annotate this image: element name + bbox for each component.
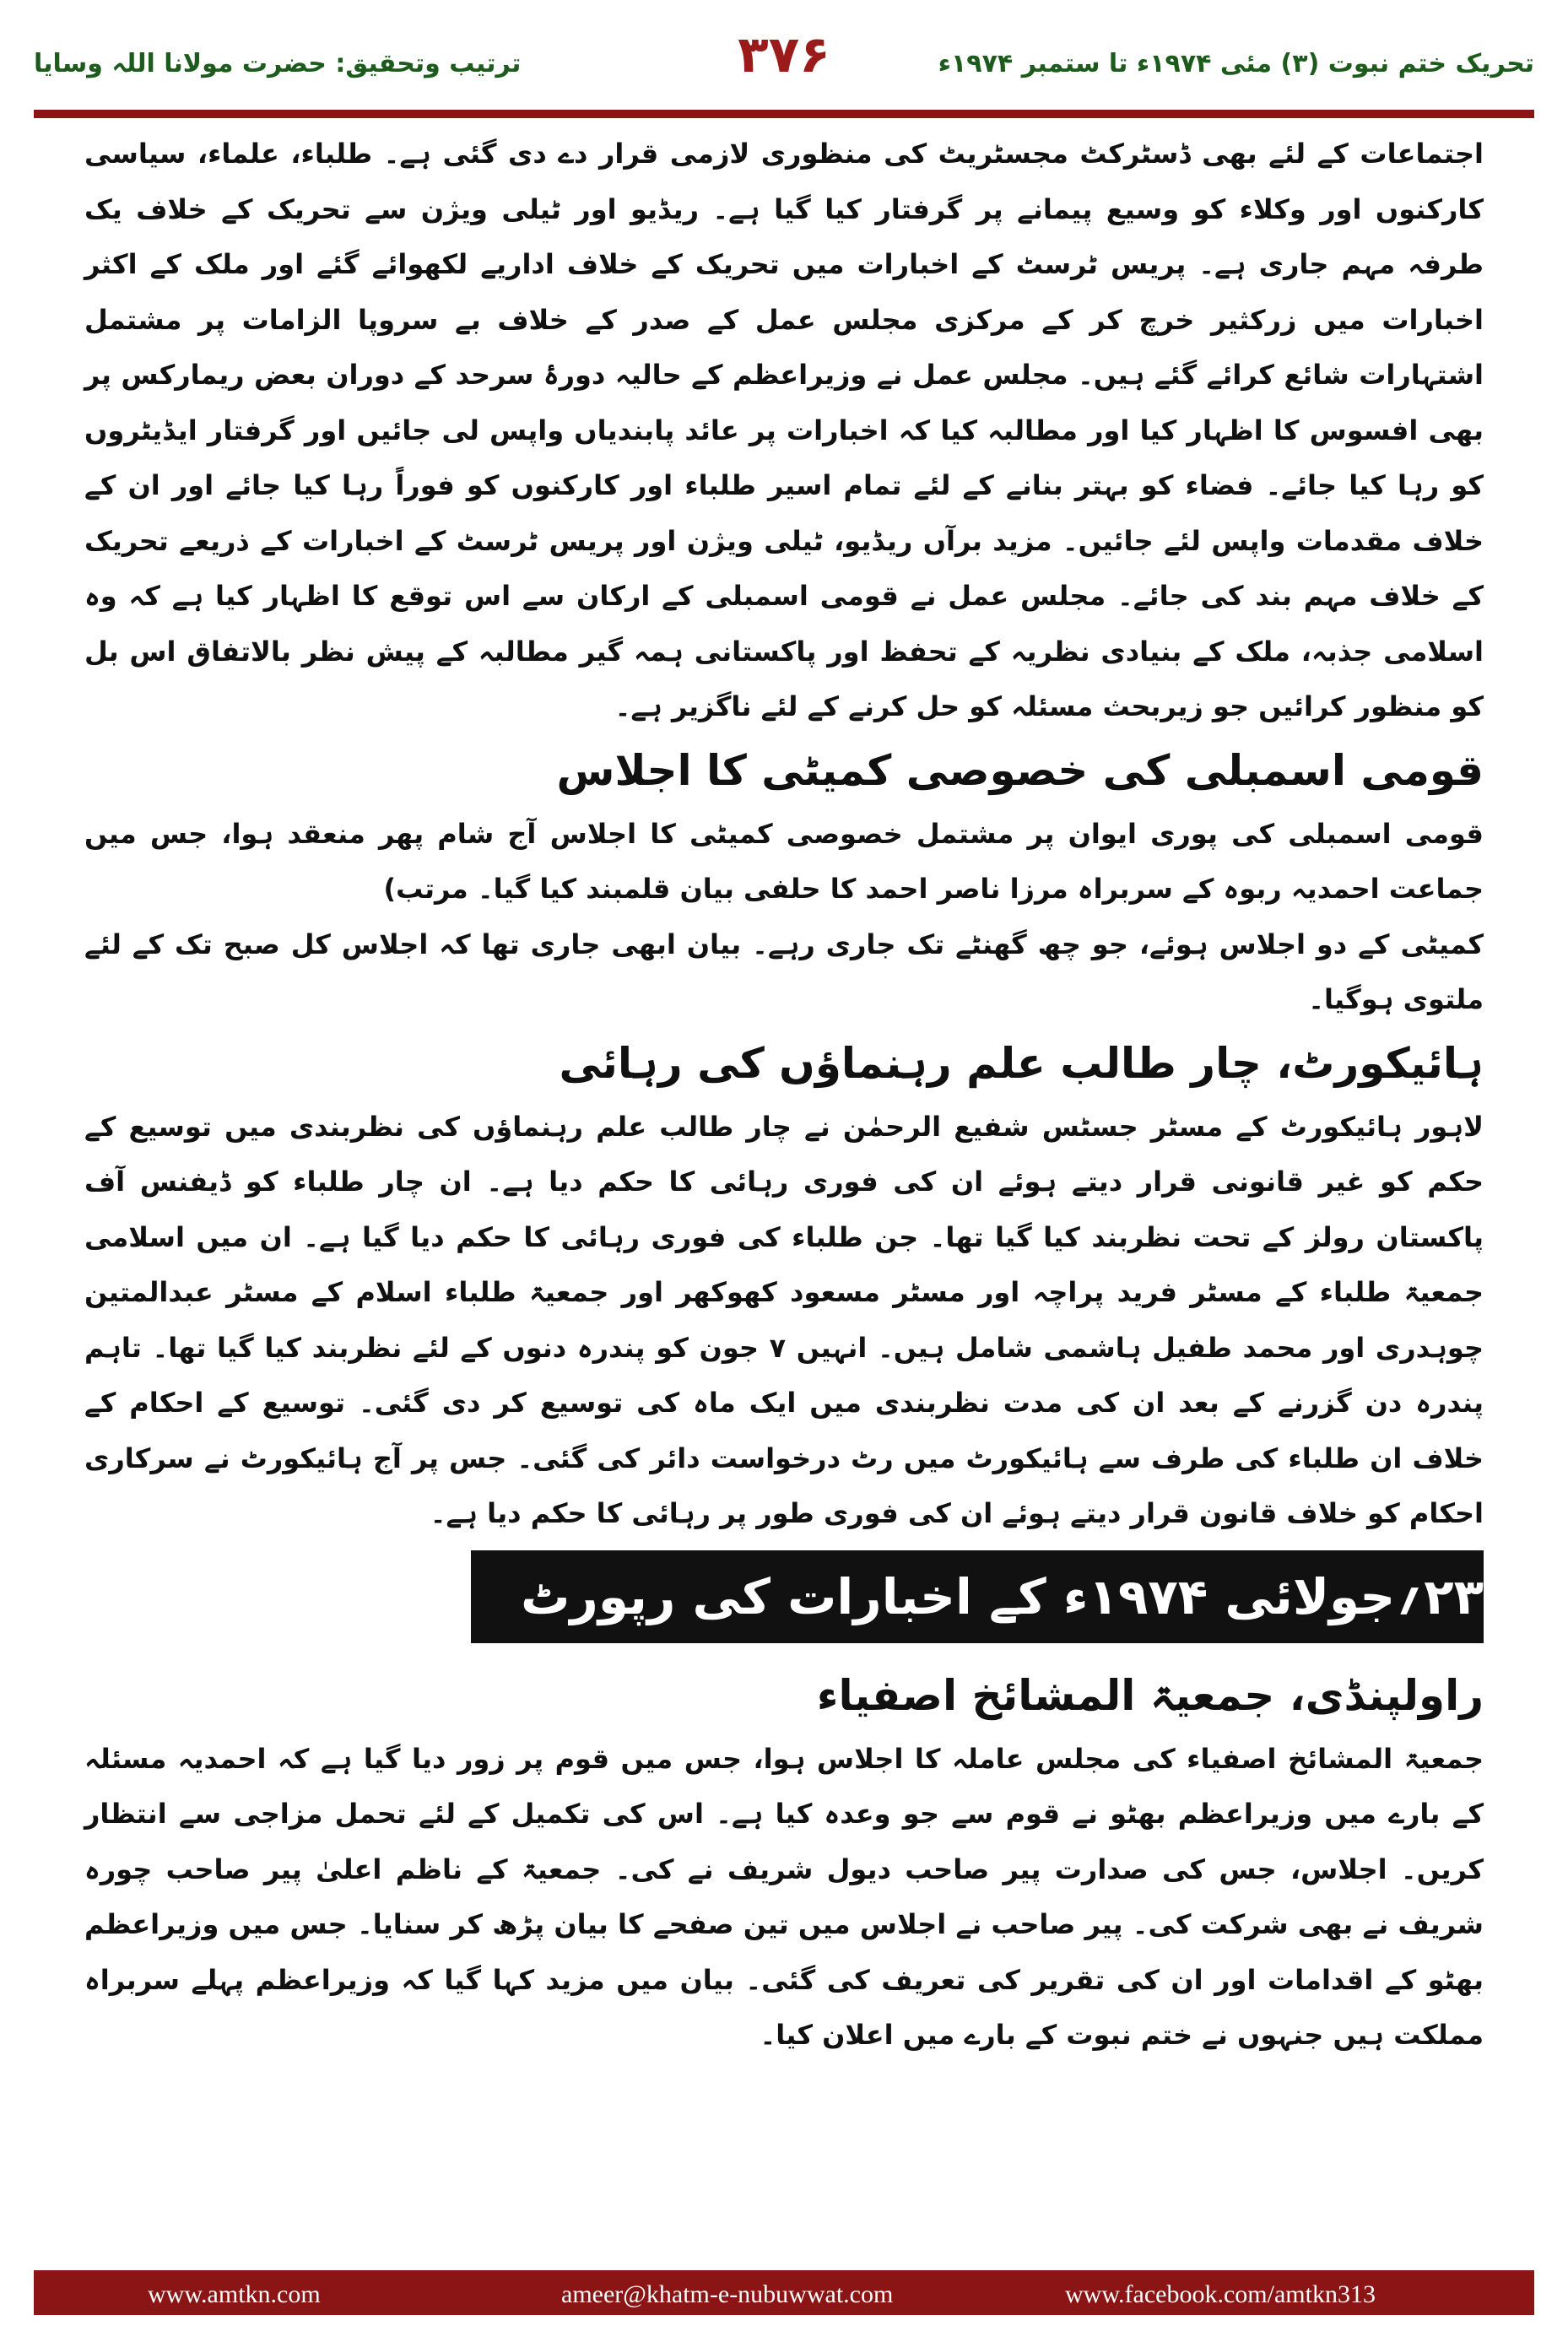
section-heading: قومی اسمبلی کی خصوصی کمیٹی کا اجلاس: [556, 745, 1484, 795]
book-title: تحریک ختم نبوت (۳) مئی ۱۹۷۴ء تا ستمبر ۱۹۷۴ء: [938, 49, 1534, 78]
section-heading: ہائیکورٹ، چار طالب علم رہنماؤں کی رہائی: [559, 1038, 1484, 1088]
page-header: [34, 17, 1534, 110]
email-link[interactable]: ameer@khatm-e-nubuwwat.com: [561, 2280, 894, 2308]
section-heading: راولپنڈی، جمعیۃ المشائخ اصفیاء: [816, 1670, 1484, 1720]
body-paragraph: قومی اسمبلی کی پوری ایوان پر مشتمل خصوصی کمیٹی کا اجلاس آج شام پھر منعقد ہوا، جس میں جماعت احمدیہ ربوہ کے سربراہ مرزا ناصر احمد کا حلفی بیان قلمبند کیا گیا۔ مرتب): [84, 817, 1484, 905]
date-banner-wrap: [84, 1542, 1484, 1660]
body-paragraph: اجتماعات کے لئے بھی ڈسٹرکٹ مجسٹریٹ کی منظوری لازمی قرار دے دی گئی ہے۔ طلباء، علماء، سیاسی کارکنوں اور وکلاء کو وسیع پیمانے پر گرفتار کیا گیا ہے۔ ریڈیو اور ٹیلی ویژن سے تحریک کے خلاف یک طرفہ مہم جاری ہے۔ پریس ٹرسٹ کے اخبارات میں تحریک کے خلاف اداریے لکھوائے گئے اور ملک کے اکثر اخبارات میں زرکثیر خرچ کر کے مرکزی مجلس عمل کے صدر کے خلاف بے سروپا الزامات پر مشتمل اشتہارات شائع کرائے گئے ہیں۔ مجلس عمل نے وزیراعظم کے حالیہ دورۂ سرحد کے دوران بعض ریمارکس پر بھی افسوس کا اظہار کیا اور مطالبہ کیا کہ اخبارات پر عائد پابندیاں واپس لی جائیں اور گرفتار ایڈیٹروں کو رہا کیا جائے۔ فضاء کو بہتر بنانے کے لئے تمام اسیر طلباء اور کارکنوں کو فوراً رہا کیا جائے اور ان کے خلاف مقدمات واپس لئے جائیں۔ مزید برآں ریڈیو، ٹیلی ویژن اور پریس ٹرسٹ کے اخبارات کے ذریعے تحریک کے خلاف مہم بند کی جائے۔ مجلس عمل نے قومی اسمبلی کے ارکان سے اس توقع کا اظہار کیا ہے کہ وہ اسلامی جذبہ، ملک کے بنیادی نظریہ کے تحفظ اور پاکستانی ہمہ گیر مطالبہ کے پیش نظر بالاتفاق اس بل کو منظور کرائیں جو زیربحث مسئلہ کو حل کرنے کے لئے ناگزیر ہے۔: [84, 138, 1484, 722]
footer-divider: [34, 2270, 1534, 2277]
website-link[interactable]: www.amtkn.com: [148, 2280, 321, 2308]
body-paragraph: جمعیۃ المشائخ اصفیاء کی مجلس عاملہ کا اجلاس ہوا، جس میں قوم پر زور دیا گیا ہے کہ احمدیہ مسئلہ کے بارے میں وزیراعظم بھٹو نے قوم سے جو وعدہ کیا ہے۔ اس کی تکمیل کے لئے تحمل مزاجی سے انتظار کریں۔ اجلاس، جس کی صدارت پیر صاحب دیول شریف نے کی۔ جمعیۃ کے ناظم اعلیٰ پیر صاحب چورہ شریف نے بھی شرکت کی۔ پیر صاحب نے اجلاس میں تین صفحے کا بیان پڑھ کر سنایا۔ جس میں وزیراعظم بھٹو کے اقدامات اور ان کی تقریر کی تعریف کی گئی۔ بیان میں مزید کہا گیا کہ وزیراعظم پہلے سربراہ مملکت ہیں جنہوں نے ختم نبوت کے بارے میں اعلان کیا۔: [84, 1742, 1484, 2051]
facebook-link[interactable]: www.facebook.com/amtkn313: [1065, 2280, 1376, 2308]
body-paragraph: کمیٹی کے دو اجلاس ہوئے، جو چھ گھنٹے تک جاری رہے۔ بیان ابھی جاری تھا کہ اجلاس کل صبح تک کے لئے ملتوی ہوگیا۔: [84, 928, 1484, 1015]
compiler-credit: ترتیب وتحقیق: حضرت مولانا اللہ وسایا: [34, 49, 522, 78]
page-body: [84, 127, 1484, 2063]
date-banner: ۲۳؍جولائی ۱۹۷۴ء کے اخبارات کی رپورٹ: [471, 1550, 1484, 1643]
header-divider: [34, 110, 1534, 118]
body-paragraph: لاہور ہائیکورٹ کے مسٹر جسٹس شفیع الرحمٰن نے چار طالب علم رہنماؤں کی نظربندی میں توسیع کے حکم کو غیر قانونی قرار دیتے ہوئے ان کی فوری رہائی کا حکم دیا ہے۔ ان چار طلباء کو ڈیفنس آف پاکستان رولز کے تحت نظربند کیا گیا تھا۔ جن طلباء کی فوری رہائی کا حکم دیا گیا ہے۔ ان میں اسلامی جمعیۃ طلباء کے مسٹر فرید پراچہ اور مسٹر مسعود کھوکھر اور جمعیۃ طلباء اسلام کے مسٹر عبدالمتین چوہدری اور محمد طفیل ہاشمی شامل ہیں۔ انہیں ۷ جون کو پندرہ دنوں کے لئے نظربند کیا گیا تھا۔ تاہم پندرہ دن گزرنے کے بعد ان کی مدت نظربندی میں ایک ماہ کی توسیع کر دی گئی۔ توسیع کے احکام کے خلاف ان طلباء کی طرف سے ہائیکورٹ میں رٹ درخواست دائر کی گئی۔ جس پر آج ہائیکورٹ نے سرکاری احکام کو خلاف قانون قرار دیتے ہوئے ان کی فوری طور پر رہائی کا حکم دیا ہے۔: [84, 1110, 1484, 1529]
page-footer: [34, 2277, 1534, 2315]
page-number: ۳۷۶: [738, 25, 830, 84]
